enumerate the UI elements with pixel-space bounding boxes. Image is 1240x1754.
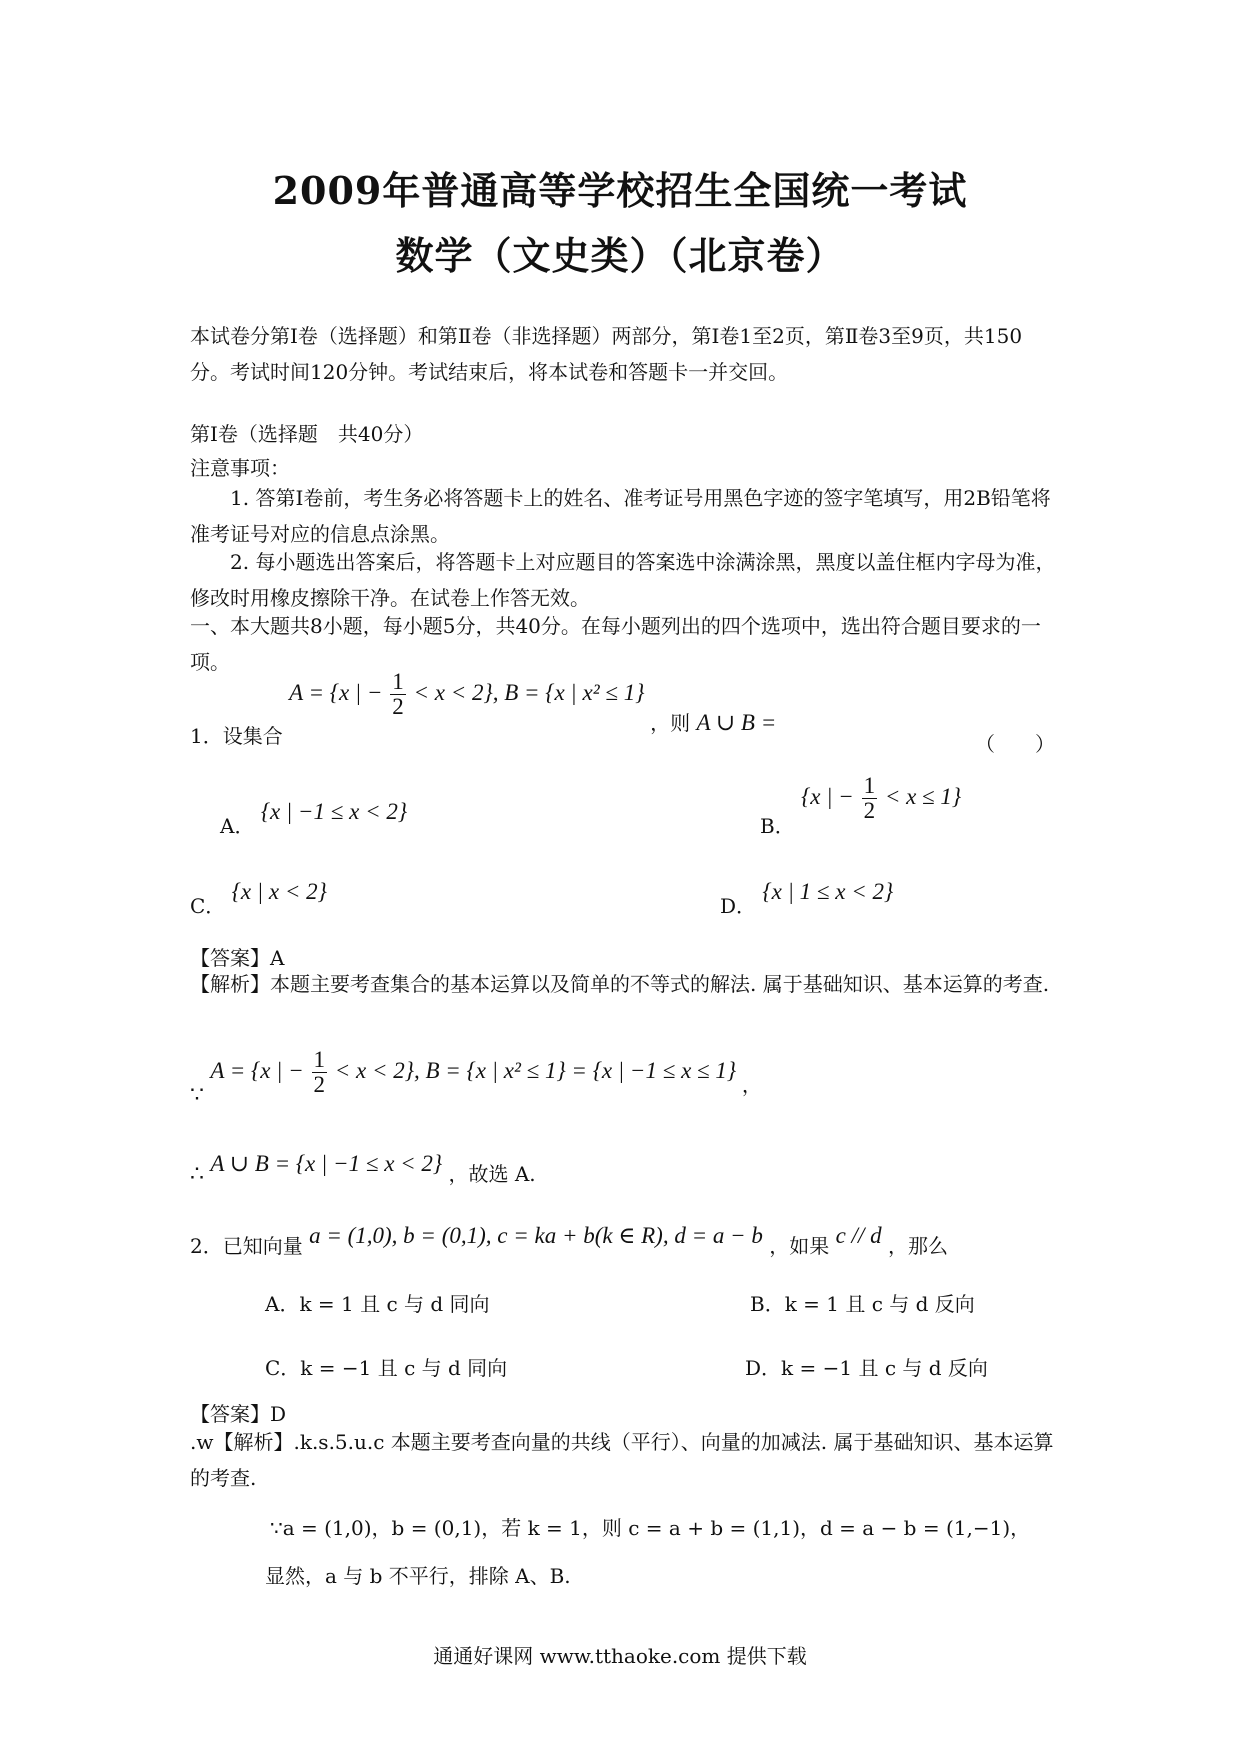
- option-expr: {x | x < 2}: [231, 879, 327, 904]
- q2-option-b: B．k = 1 且 c 与 d 反向: [750, 1292, 975, 1316]
- q2-answer: 【答案】D: [190, 1402, 287, 1426]
- option-expr: [801, 773, 962, 823]
- because-right: < x < 2}, B = {x | x² ≤ 1} = {x | −1 ≤ x ≤ 1}: [334, 1057, 737, 1083]
- fraction-denominator: 2: [392, 694, 404, 719]
- q2-vector-expr: a = (1,0), b = (0,1), c = ka + b(k ∈ R), d = a − b: [309, 1223, 763, 1248]
- q1-set-definition: [289, 669, 650, 719]
- q1-set-a-left: A = {x | −: [289, 679, 383, 705]
- note-2: 2. 每小题选出答案后，将答题卡上对应题目的答案选中涂满涂黑，黑度以盖住框内字母为准，修改时用橡皮擦除干净。在试卷上作答无效。: [190, 550, 1056, 610]
- q1-answer-bracket: （ ）: [975, 732, 1055, 756]
- fraction-denominator: 2: [313, 1072, 326, 1097]
- q1-option-c: [190, 879, 327, 919]
- option-expr: {x | 1 ≤ x < 2}: [762, 879, 894, 904]
- option-expr: {x | −1 ≤ x < 2}: [260, 799, 408, 824]
- footer-source: 通通好课网 www.tthaoke.com 提供下载: [433, 1644, 807, 1668]
- q1-union-expr: A ∪ B =: [696, 709, 777, 735]
- exam-subtitle: 数学（文史类）（北京卷）: [395, 233, 845, 278]
- q1-therefore-line: [190, 1148, 536, 1187]
- fraction-numerator: 1: [863, 773, 876, 798]
- option-b-fraction: [862, 774, 878, 823]
- option-b-right: < x ≤ 1}: [884, 783, 962, 809]
- q1-because-expr: [210, 1047, 742, 1097]
- q1-stem: [190, 669, 777, 760]
- q2-option-a: A．k = 1 且 c 与 d 同向: [265, 1292, 490, 1316]
- q1-because-line: [190, 1047, 762, 1108]
- therefore-symbol: ∴: [190, 1162, 204, 1187]
- q1-analysis: 【解析】本题主要考查集合的基本运算以及简单的不等式的解法. 属于基础知识、基本运算的考查.: [190, 972, 1050, 996]
- q1-answer: 【答案】A: [190, 946, 285, 970]
- option-label: B．: [760, 814, 795, 838]
- q2-option-d: D．k = −1 且 c 与 d 反向: [745, 1356, 988, 1380]
- fraction-denominator: 2: [863, 798, 876, 823]
- part-description: 一、本大题共8小题，每小题5分，共40分。在每小题列出的四个选项中，选出符合题目要求的一项。: [190, 614, 1041, 674]
- therefore-expr: A ∪ B = {x | −1 ≤ x < 2}: [210, 1151, 443, 1176]
- option-label: D．: [720, 894, 757, 918]
- q1-option-d: [720, 879, 894, 919]
- option-label: A．: [220, 814, 255, 838]
- q1-set-a-right: < x < 2}, B = {x | x² ≤ 1}: [413, 679, 645, 705]
- q1-prefix: 1．设集合: [190, 724, 283, 748]
- q2-solution-line-2: 显然，a 与 b 不平行，排除 A、B.: [265, 1564, 571, 1588]
- q2-stem: [190, 1220, 948, 1258]
- therefore-end: ，故选 A.: [448, 1162, 536, 1186]
- fraction-numerator: 1: [313, 1047, 326, 1072]
- q2-prefix: 2．已知向量: [190, 1234, 303, 1258]
- fraction-numerator: 1: [392, 669, 404, 694]
- because-left: A = {x | −: [210, 1057, 304, 1083]
- option-b-left: {x | −: [801, 783, 854, 809]
- q2-analysis: .w【解析】.k.s.5.u.c 本题主要考查向量的共线（平行）、向量的加减法. 属于基础知识、基本运算的考查.: [190, 1430, 1054, 1490]
- q1-stem-mid: ，则: [650, 710, 691, 735]
- q1-option-b: [760, 773, 962, 839]
- q2-stem-mid: ，如果: [769, 1234, 830, 1258]
- intro-paragraph: 本试卷分第Ⅰ卷（选择题）和第Ⅱ卷（非选择题）两部分，第Ⅰ卷1至2页，第Ⅱ卷3至9页，共150分。考试时间120分钟。考试结束后，将本试卷和答题卡一并交回。: [190, 324, 1023, 384]
- q1-option-a: [220, 799, 408, 839]
- q2-option-c: C．k = −1 且 c 与 d 同向: [265, 1356, 508, 1380]
- note-1: 1. 答第Ⅰ卷前，考生务必将答题卡上的姓名、准考证号用黑色字迹的签字笔填写，用2B铅笔将准考证号对应的信息点涂黑。: [190, 486, 1051, 546]
- q1-fraction: [390, 670, 406, 719]
- q2-solution-line: ∵a = (1,0)，b = (0,1)，若 k = 1，则 c = a + b = (1,1)，d = a − b = (1,−1)，: [270, 1516, 1031, 1540]
- because-end: ，: [741, 1072, 762, 1097]
- exam-title: 2009年普通高等学校招生全国统一考试: [272, 168, 968, 213]
- option-label: C．: [190, 894, 226, 918]
- because-symbol: ∵: [190, 1082, 204, 1108]
- notes-heading: 注意事项：: [190, 456, 290, 480]
- q2-condition: c // d: [835, 1223, 882, 1248]
- q2-stem-end: ，那么: [887, 1234, 948, 1258]
- because-fraction: [312, 1048, 328, 1097]
- section-heading: 第Ⅰ卷（选择题 共40分）: [190, 422, 424, 446]
